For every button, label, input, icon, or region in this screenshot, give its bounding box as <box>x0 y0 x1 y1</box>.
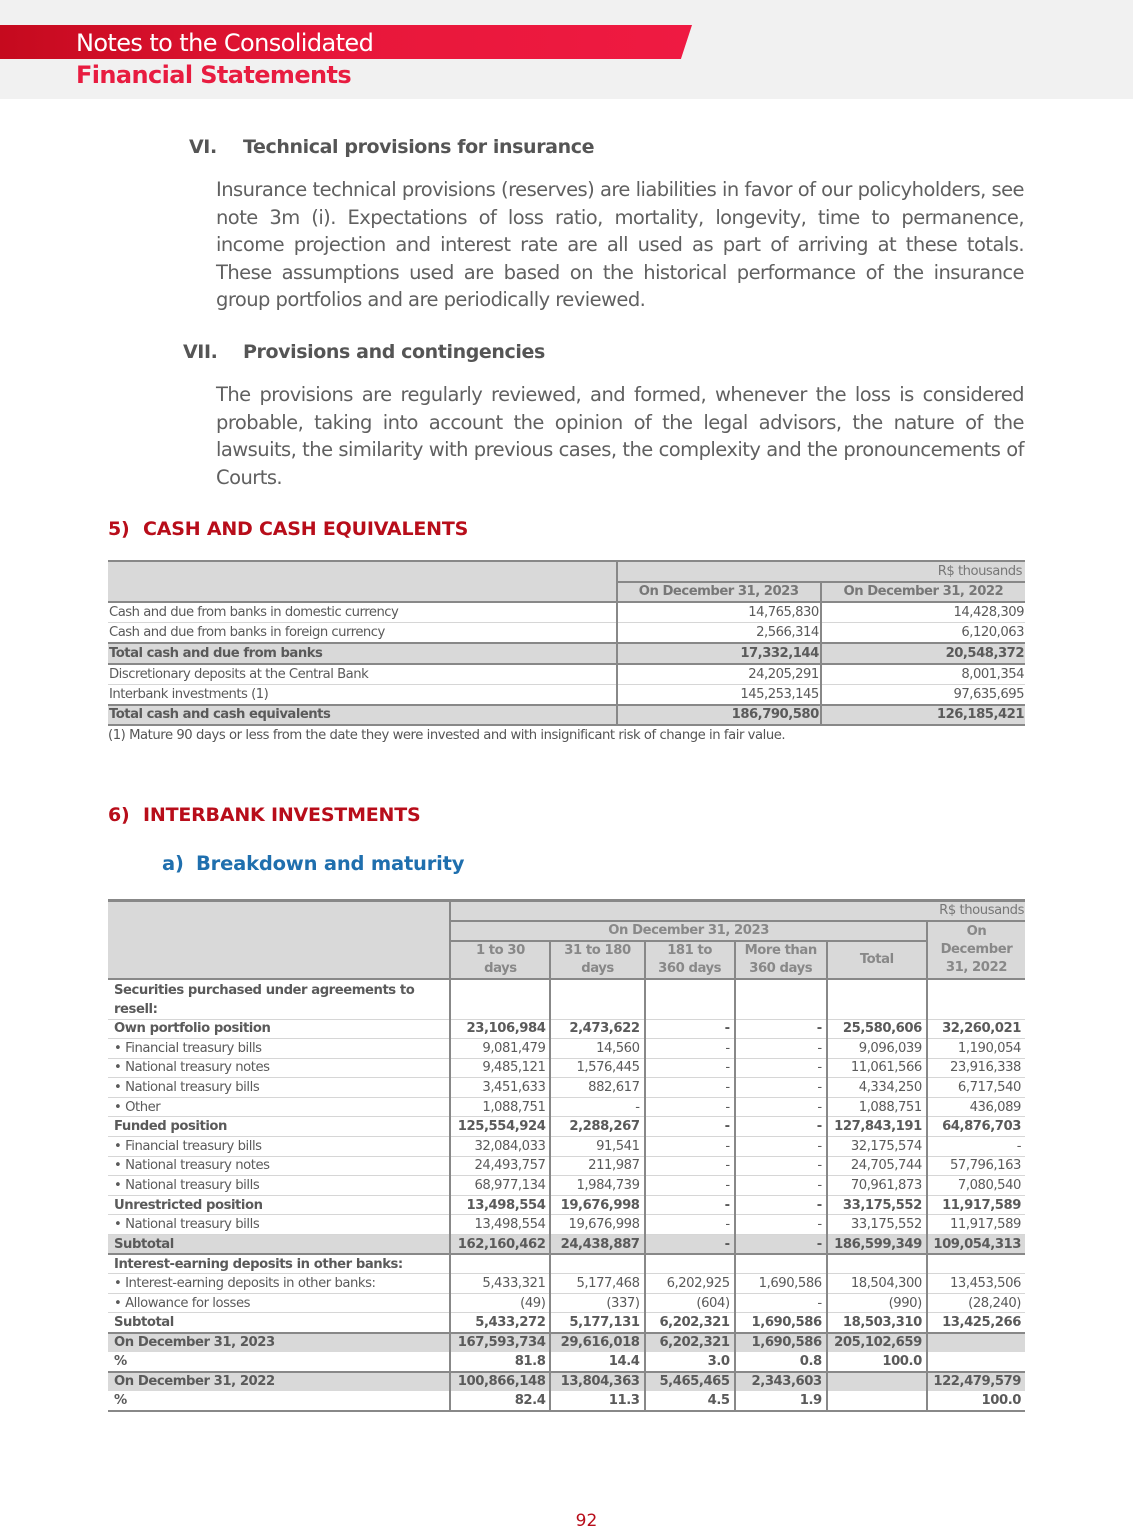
row-label: • Other <box>108 1097 450 1117</box>
section-cash-heading <box>108 518 468 540</box>
cell: - <box>735 1019 827 1039</box>
row-label: Interest-earning deposits in other banks: <box>108 1254 450 1274</box>
cell: 14.4 <box>550 1352 644 1372</box>
value-2023: 2,566,314 <box>617 623 821 644</box>
cell: 1.9 <box>735 1391 827 1411</box>
column-header: Total <box>827 941 927 979</box>
table-row <box>108 1274 1025 1294</box>
cell: 5,177,131 <box>550 1313 644 1333</box>
cell: 167,593,734 <box>450 1333 550 1353</box>
cell <box>827 1391 927 1411</box>
table-subtotal-row <box>108 1313 1025 1333</box>
page-number: 92 <box>575 1511 598 1531</box>
table-total-row <box>108 1372 1025 1392</box>
cell: 100.0 <box>827 1352 927 1372</box>
column-header: On December 31, 2022 <box>927 921 1025 979</box>
column-header: On December 31, 2023 <box>617 582 821 603</box>
cell: 127,843,191 <box>827 1117 927 1137</box>
subsection-vi-text: Insurance technical provisions (reserves) are liabilities in favor of our policyholders, see note 3m (i). Expectations of loss ratio, mortality, longevity, time to permanence, income projection and interest rate are all used as part of arriving at these totals. These assumptions used are based on the historical performance of the insurance group portfolios and are periodically reviewed. <box>216 178 1024 311</box>
subsection-vii-text: The provisions are regularly reviewed, and formed, whenever the loss is considered probable, taking into account the opinion of the legal advisors, the nature of the lawsuits, the similarity with previous cases, the complexity and the pronouncements of Courts. <box>216 383 1024 489</box>
row-label: • National treasury notes <box>108 1058 450 1078</box>
cell: 82.4 <box>450 1391 550 1411</box>
cell: 32,260,021 <box>927 1019 1025 1039</box>
cell: 13,425,266 <box>927 1313 1025 1333</box>
group-header: On December 31, 2023 <box>450 921 926 941</box>
cell: 2,343,603 <box>735 1372 827 1392</box>
cell: 32,084,033 <box>450 1137 550 1157</box>
cell: 24,438,887 <box>550 1235 644 1255</box>
cell: 19,676,998 <box>550 1195 644 1215</box>
cell: 23,106,984 <box>450 1019 550 1039</box>
cell: 33,175,552 <box>827 1215 927 1235</box>
section-number: 5) <box>108 518 130 540</box>
cell: 4,334,250 <box>827 1078 927 1098</box>
row-label: • Interest-earning deposits in other banks: <box>108 1274 450 1294</box>
cell: 29,616,018 <box>550 1333 644 1353</box>
column-header: 1 to 30 days <box>450 941 550 979</box>
cell: 125,554,924 <box>450 1117 550 1137</box>
cell: 23,916,338 <box>927 1058 1025 1078</box>
cell: 9,081,479 <box>450 1039 550 1059</box>
table-row <box>108 623 1025 644</box>
header-title-line2: Financial Statements <box>76 61 352 89</box>
cell <box>827 1372 927 1392</box>
unit-label: R$ thousands <box>617 561 1025 582</box>
cell: 32,175,574 <box>827 1137 927 1157</box>
cell <box>450 1254 550 1274</box>
value-2023: 145,253,145 <box>617 684 821 705</box>
cell: - <box>645 1039 735 1059</box>
cell: (28,240) <box>927 1293 1025 1313</box>
cell: 24,493,757 <box>450 1156 550 1176</box>
value-2022: 6,120,063 <box>821 623 1025 644</box>
cell: - <box>735 1176 827 1196</box>
subsection-title: Technical provisions for insurance <box>243 136 595 158</box>
cell: (604) <box>645 1293 735 1313</box>
row-label: Subtotal <box>108 1235 450 1255</box>
cell: 2,288,267 <box>550 1117 644 1137</box>
cell: - <box>645 1235 735 1255</box>
cell: - <box>645 1058 735 1078</box>
cash-table-footnote: (1) Mature 90 days or less from the date they were invested and with insignificant risk of change in fair value. <box>108 728 786 743</box>
cell: - <box>645 1117 735 1137</box>
cell: (990) <box>827 1293 927 1313</box>
row-label: • Allowance for losses <box>108 1293 450 1313</box>
row-label: • National treasury bills <box>108 1176 450 1196</box>
cell <box>550 979 644 1020</box>
row-label: • Financial treasury bills <box>108 1137 450 1157</box>
cell: 6,202,321 <box>645 1333 735 1353</box>
subsection-number: VII. <box>183 341 218 363</box>
interbank-investments-table <box>108 899 1025 1412</box>
table-total-row <box>108 1333 1025 1353</box>
subsection-title: Provisions and contingencies <box>243 341 545 363</box>
row-label: Securities purchased under agreements to resell: <box>108 979 450 1020</box>
cell <box>735 979 827 1020</box>
cell: 57,796,163 <box>927 1156 1025 1176</box>
unit-label: R$ thousands <box>450 901 1025 921</box>
cell: 1,690,586 <box>735 1274 827 1294</box>
section-title: CASH AND CASH EQUIVALENTS <box>143 518 469 540</box>
table-row <box>108 1293 1025 1313</box>
table-row <box>108 1019 1025 1039</box>
column-header: 31 to 180 days <box>550 941 644 979</box>
cell: 7,080,540 <box>927 1176 1025 1196</box>
cell: - <box>735 1137 827 1157</box>
header-blank-cell <box>108 561 617 602</box>
cell: 5,177,468 <box>550 1274 644 1294</box>
table-row <box>108 1058 1025 1078</box>
value-2023: 24,205,291 <box>617 664 821 685</box>
subsection-vii-heading <box>183 341 545 363</box>
cell: 13,498,554 <box>450 1195 550 1215</box>
cell <box>550 1254 644 1274</box>
cell: 3.0 <box>645 1352 735 1372</box>
cell: 5,465,465 <box>645 1372 735 1392</box>
cell: 13,804,363 <box>550 1372 644 1392</box>
cell: 2,473,622 <box>550 1019 644 1039</box>
section-title: INTERBANK INVESTMENTS <box>143 804 421 826</box>
cell: 186,599,349 <box>827 1235 927 1255</box>
table-unit-row <box>108 561 1025 582</box>
cell: 3,451,633 <box>450 1078 550 1098</box>
row-label: Own portfolio position <box>108 1019 450 1039</box>
cell: - <box>735 1117 827 1137</box>
cell: - <box>645 1195 735 1215</box>
cell: 162,160,462 <box>450 1235 550 1255</box>
cell: 109,054,313 <box>927 1235 1025 1255</box>
value-2022: 97,635,695 <box>821 684 1025 705</box>
cell: 6,717,540 <box>927 1078 1025 1098</box>
cell: 1,984,739 <box>550 1176 644 1196</box>
row-label: On December 31, 2023 <box>108 1333 450 1353</box>
cell: 4.5 <box>645 1391 735 1411</box>
table-percent-row <box>108 1352 1025 1372</box>
cell: - <box>735 1156 827 1176</box>
cell: 11,917,589 <box>927 1215 1025 1235</box>
cell <box>450 979 550 1020</box>
cell: 1,088,751 <box>827 1097 927 1117</box>
cell <box>827 979 927 1020</box>
cell: 64,876,703 <box>927 1117 1025 1137</box>
cell: - <box>645 1176 735 1196</box>
cell <box>645 979 735 1020</box>
row-label: Total cash and cash equivalents <box>108 705 617 726</box>
table-percent-row <box>108 1391 1025 1411</box>
cell: 100.0 <box>927 1391 1025 1411</box>
table-row <box>108 1078 1025 1098</box>
section-number: 6) <box>108 804 130 826</box>
table-row <box>108 1097 1025 1117</box>
row-label: % <box>108 1352 450 1372</box>
cell <box>827 1254 927 1274</box>
value-2023: 186,790,580 <box>617 705 821 726</box>
cell: 18,504,300 <box>827 1274 927 1294</box>
cell: - <box>645 1019 735 1039</box>
table-row <box>108 1039 1025 1059</box>
subsection-vi-heading <box>189 136 594 158</box>
row-label: • National treasury bills <box>108 1078 450 1098</box>
row-label: Subtotal <box>108 1313 450 1333</box>
cash-equivalents-table <box>108 560 1025 726</box>
cell: 1,576,445 <box>550 1058 644 1078</box>
cell: - <box>735 1078 827 1098</box>
cell: 81.8 <box>450 1352 550 1372</box>
cell: 1,190,054 <box>927 1039 1025 1059</box>
table-group-row <box>108 1254 1025 1274</box>
cell: 122,479,579 <box>927 1372 1025 1392</box>
table-row <box>108 664 1025 685</box>
cell: 11,061,566 <box>827 1058 927 1078</box>
column-header: On December 31, 2022 <box>821 582 1025 603</box>
row-label: • National treasury bills <box>108 1215 450 1235</box>
cell: 24,705,744 <box>827 1156 927 1176</box>
value-2022: 126,185,421 <box>821 705 1025 726</box>
value-2023: 14,765,830 <box>617 602 821 623</box>
row-label: % <box>108 1391 450 1411</box>
header-blank-cell <box>108 901 450 979</box>
cell: 68,977,134 <box>450 1176 550 1196</box>
cell: (49) <box>450 1293 550 1313</box>
cell <box>927 1352 1025 1372</box>
cell: 9,485,121 <box>450 1058 550 1078</box>
cell: 11,917,589 <box>927 1195 1025 1215</box>
table-total-row <box>108 705 1025 726</box>
cell: 19,676,998 <box>550 1215 644 1235</box>
row-label: Discretionary deposits at the Central Bank <box>108 664 617 685</box>
cell: 211,987 <box>550 1156 644 1176</box>
cell: 0.8 <box>735 1352 827 1372</box>
cell: - <box>645 1078 735 1098</box>
cell: 70,961,873 <box>827 1176 927 1196</box>
cell: 11.3 <box>550 1391 644 1411</box>
cell: 5,433,321 <box>450 1274 550 1294</box>
table-row <box>108 1137 1025 1157</box>
table-row <box>108 1195 1025 1215</box>
cell: - <box>735 1215 827 1235</box>
cell: 205,102,659 <box>827 1333 927 1353</box>
table-group-row <box>108 979 1025 1020</box>
cell: 1,690,586 <box>735 1333 827 1353</box>
cell <box>927 1333 1025 1353</box>
cell: - <box>645 1097 735 1117</box>
cell: - <box>735 1058 827 1078</box>
cell: - <box>645 1156 735 1176</box>
cell: - <box>735 1235 827 1255</box>
section-interbank-heading <box>108 804 421 826</box>
cell: 13,453,506 <box>927 1274 1025 1294</box>
value-2022: 20,548,372 <box>821 643 1025 664</box>
value-2022: 14,428,309 <box>821 602 1025 623</box>
table-row <box>108 1156 1025 1176</box>
column-header: 181 to 360 days <box>645 941 735 979</box>
row-label: Interbank investments (1) <box>108 684 617 705</box>
header-title-line1: Notes to the Consolidated <box>76 29 374 57</box>
subsection-number: a) <box>162 852 184 875</box>
cell: 91,541 <box>550 1137 644 1157</box>
cell <box>735 1254 827 1274</box>
table-unit-row <box>108 901 1025 921</box>
table-subtotal-row <box>108 1235 1025 1255</box>
row-label: Cash and due from banks in foreign currency <box>108 623 617 644</box>
subsection-title: Breakdown and maturity <box>196 852 465 875</box>
row-label: • National treasury notes <box>108 1156 450 1176</box>
row-label: Total cash and due from banks <box>108 643 617 664</box>
table-total-row <box>108 643 1025 664</box>
cell: 6,202,925 <box>645 1274 735 1294</box>
cell: 100,866,148 <box>450 1372 550 1392</box>
cell: 25,580,606 <box>827 1019 927 1039</box>
cell: 9,096,039 <box>827 1039 927 1059</box>
cell: - <box>735 1039 827 1059</box>
cell: - <box>927 1137 1025 1157</box>
table-row <box>108 684 1025 705</box>
cell: 14,560 <box>550 1039 644 1059</box>
subsection-breakdown-heading <box>162 852 464 875</box>
cell: - <box>735 1293 827 1313</box>
row-label: Funded position <box>108 1117 450 1137</box>
table-row <box>108 1215 1025 1235</box>
cell: 18,503,310 <box>827 1313 927 1333</box>
value-2023: 17,332,144 <box>617 643 821 664</box>
cell: 33,175,552 <box>827 1195 927 1215</box>
cell: - <box>645 1215 735 1235</box>
column-header: More than 360 days <box>735 941 827 979</box>
cell: 882,617 <box>550 1078 644 1098</box>
cell: 6,202,321 <box>645 1313 735 1333</box>
cell: 5,433,272 <box>450 1313 550 1333</box>
row-label: Unrestricted position <box>108 1195 450 1215</box>
cell: 1,690,586 <box>735 1313 827 1333</box>
cell: - <box>735 1195 827 1215</box>
cell <box>927 1254 1025 1274</box>
cell: 436,089 <box>927 1097 1025 1117</box>
cell: 1,088,751 <box>450 1097 550 1117</box>
table-row <box>108 602 1025 623</box>
cell <box>927 979 1025 1020</box>
subsection-number: VI. <box>189 136 217 158</box>
value-2022: 8,001,354 <box>821 664 1025 685</box>
cell <box>645 1254 735 1274</box>
row-label: On December 31, 2022 <box>108 1372 450 1392</box>
table-row <box>108 1176 1025 1196</box>
cell: - <box>735 1097 827 1117</box>
cell: 13,498,554 <box>450 1215 550 1235</box>
cell: (337) <box>550 1293 644 1313</box>
cell: - <box>550 1097 644 1117</box>
row-label: Cash and due from banks in domestic currency <box>108 602 617 623</box>
table-row <box>108 1117 1025 1137</box>
row-label: • Financial treasury bills <box>108 1039 450 1059</box>
cell: - <box>645 1137 735 1157</box>
